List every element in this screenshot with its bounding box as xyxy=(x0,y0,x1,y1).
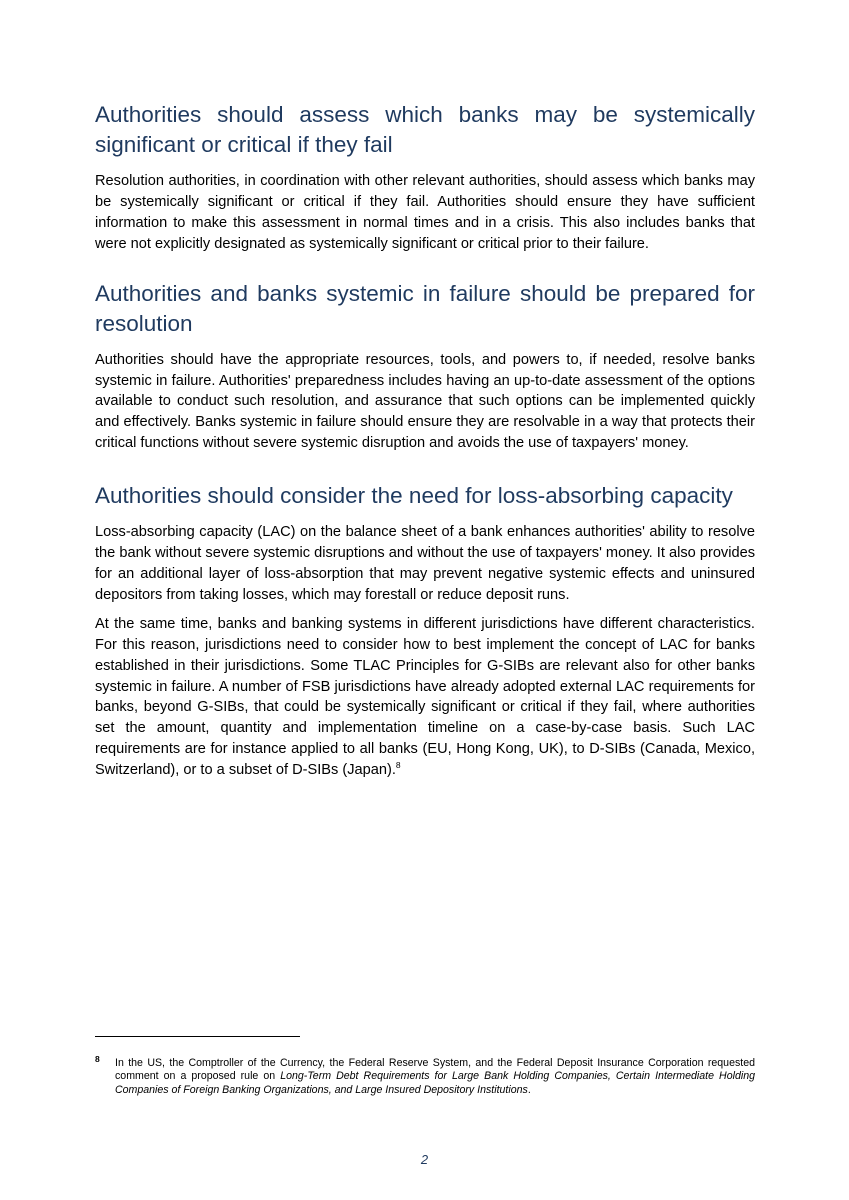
section-heading: Authorities should assess which banks may be systemically significant or critical if they fail xyxy=(95,102,755,157)
footnote-divider xyxy=(95,1036,300,1037)
section-paragraph-with-footnote xyxy=(95,614,755,781)
section-assess-banks xyxy=(95,100,755,255)
document-body xyxy=(95,100,755,789)
footnote-text-plain: In the US, the Comptroller of the Currency, the Federal Reserve System, and the Federal Deposit Insurance Corporation requested comment on a proposed rule on xyxy=(115,1057,755,1083)
footnote xyxy=(95,1054,755,1097)
page-number: 2 xyxy=(420,1152,429,1167)
section-prepared-for-resolution xyxy=(95,279,755,455)
section-paragraph: Authorities should have the appropriate resources, tools, and powers to, if needed, resolve banks systemic in failure. Authorities' preparedness includes having an up-to-date assessment of the options available to conduct such resolution, and assurance that such options can be implemented quickly and effectively. Banks systemic in failure should ensure they are resolvable in a way that protects their critical functions without severe systemic disruption and avoids the use of taxpayers' money. xyxy=(95,351,755,452)
section-paragraph: Resolution authorities, in coordination with other relevant authorities, should assess which banks may be systemically significant or critical if they fail. Authorities should ensure they have sufficient information to make this assessment in normal times and in a crisis. This also includes banks that were not explicitly designated as systemically significant or critical prior to their failure. xyxy=(95,173,755,252)
footnote-mark: 8 xyxy=(95,1054,100,1064)
footnote-text xyxy=(115,1057,755,1097)
section-heading: Authorities and banks systemic in failure should be prepared for resolution xyxy=(95,280,755,336)
footnote-reference[interactable]: 8 xyxy=(395,760,401,771)
footnote-text-end: . xyxy=(527,1083,531,1096)
paragraph-text: At the same time, banks and banking systems in different jurisdictions have different characteristics. For this reason, jurisdictions need to consider how to best implement the concept of LAC for banks established in their jurisdictions. Some TLAC Principles for G-SIBs are relevant also for other banks systemic in failure. A number of FSB jurisdictions have already adopted external LAC requirements for banks, beyond G-SIBs, that could be systemically significant or critical if they fail, where authorities set the amount, quantity and implementation timeline on a case-by-case basis. Such LAC requirements are for instance applied to all banks (EU, Hong Kong, UK), to D-SIBs (Canada, Mexico, Switzerland), or to a subset of D-SIBs (Japan). xyxy=(95,615,755,779)
section-paragraph: Loss-absorbing capacity (LAC) on the balance sheet of a bank enhances authorities' ability to resolve the bank without severe systemic disruptions and without the use of taxpayers' money. It also provides for an additional layer of loss-absorption that may prevent negative systemic effects and uninsured depositors from taking losses, which may forestall or reduce deposit runs. xyxy=(95,524,755,603)
footnote-text-title: Long-Term Debt Requirements for Large Bank Holding Companies, Certain Intermediate Holding Companies of Foreign Banking Organizations, and Large Insured Depository Institutions xyxy=(115,1070,755,1096)
section-loss-absorbing-capacity xyxy=(95,481,755,781)
section-heading: Authorities should consider the need for loss-absorbing capacity xyxy=(95,483,733,509)
